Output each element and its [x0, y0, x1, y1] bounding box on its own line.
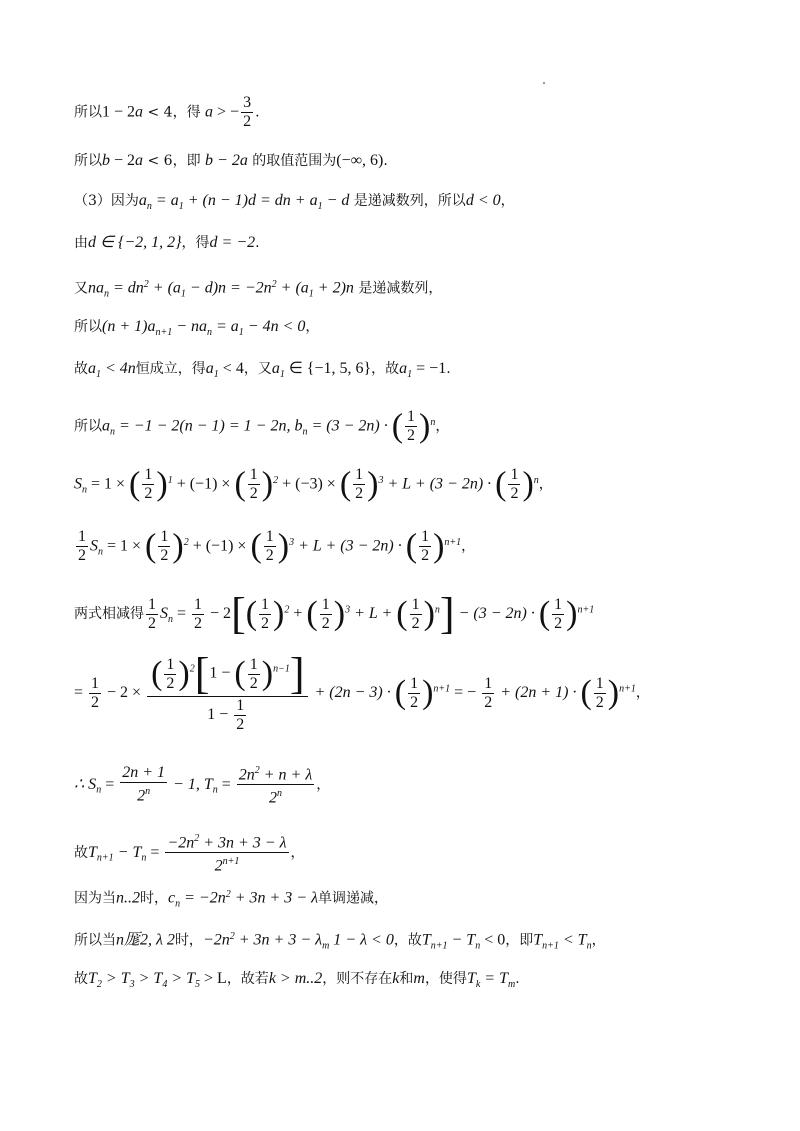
- line-5: 又$na_n = dn^2 + (a_1 - d)n = -2n^2 + (a_1 + 2)n$ 是递减数列，: [74, 279, 443, 300]
- line-1: 所以1 − 2a < 4，得 a > − $\frac{3}{2}$ .: [74, 94, 260, 130]
- line-2: 所以b − 2a < 6，即 b − 2a 的取值范围为(−∞, 6).: [74, 152, 388, 169]
- line-3: （3）因为$a_n = a_1 + (n - 1)d$ = dn + $a_1 - d$ 是递减数列，所以d < 0，: [74, 192, 515, 212]
- line-14: 故$T_{n+1} - T_n$ = $\frac{-2n^2 + 3n + 3 - \lambda}{2^{n+1}}$ ，: [74, 830, 305, 876]
- line-10: $\frac{1}{2}$ $S_n = 1$ × ( $\frac{1}{2}$ )$^2$ + (−1) × ( $\frac{1}{2}$ )$^3$ + L + (3 − 2n) · ( $\frac{1}{2}$ )$^{n+1}$，: [78, 527, 476, 565]
- line-17: 故$T_2 > T_3 > T_4 > T_5 > L$，故若k > m..2，则不存在k和m，使得$T_k = T_m$.: [74, 970, 520, 990]
- line-11: 两式相减得 $\frac{1}{2}$ $S_n$ = $\frac{1}{2}$ − 2[( $\frac{1}{2}$ )$^2$ + ( $\frac{1}{2}$ )$^3$ + L + ( $\frac{1}{2}$ )$^n$] − (3 − 2n) · ( $\frac{1}{2}$ )$^{n+1}$: [74, 589, 595, 638]
- line-9: $S_n = 1$ × ( $\frac{1}{2}$ )$^1$ + (−1) × ( $\frac{1}{2}$ )$^2$ + (−3) × ( $\frac{1}{2}$ )$^3$ + L + (3 − 2n) · ( $\frac{1}{2}$ )$^n$，: [74, 465, 553, 503]
- line-7: 故$a_1 < 4n$恒成立，得$a_1 < 4$，又$a_1$ ∈ {−1, 5, 6}，故$a_1 = -1$.: [74, 360, 451, 380]
- stray-dot: [543, 82, 545, 84]
- line-4: 由d ∈ {−2, 1, 2}，得d = −2.: [74, 234, 260, 251]
- line-6: 所以$(n + 1)a_{n+1} - na_n = a_1 - 4n < 0$，: [74, 318, 320, 338]
- line-12: = $\frac{1}{2}$ − 2 × ( $\frac{1}{2}$ )$^2$[1 − ( $\frac{1}{2}$ )$^{n-1}$] 1 − $\frac{1}{2}$ + (2n − 3) · ( $\frac{1}{2}$ )$^{n+1}$ = − $\frac{1}{2}$ + (2n + 1) · ( $\frac{1}{2}$ )$^{n+1}$，: [74, 649, 650, 733]
- line-13: ∴ $S_n$ = $\frac{2n + 1}{2^n}$ − 1, $T_n$ = $\frac{2n^2 + n + \lambda}{2^n}$ ，: [74, 762, 330, 808]
- line-8: 所以$a_n = -1 - 2(n - 1) = 1 - 2n$, $b_n = (3 - 2n)$ · ( $\frac{1}{2}$ )$^n$，: [74, 407, 450, 445]
- line-15: 因为当n..2时，$c_n = -2n^2 + 3n + 3 - \lambda$单调递减，: [74, 889, 389, 910]
- line-16: 所以当n厖2, λ 2时，$-2n^2 + 3n + 3 - \lambda_m$ 1 − λ < 0，故$T_{n+1} - T_n < 0$，即$T_{n+1} < T_n$，: [74, 931, 606, 952]
